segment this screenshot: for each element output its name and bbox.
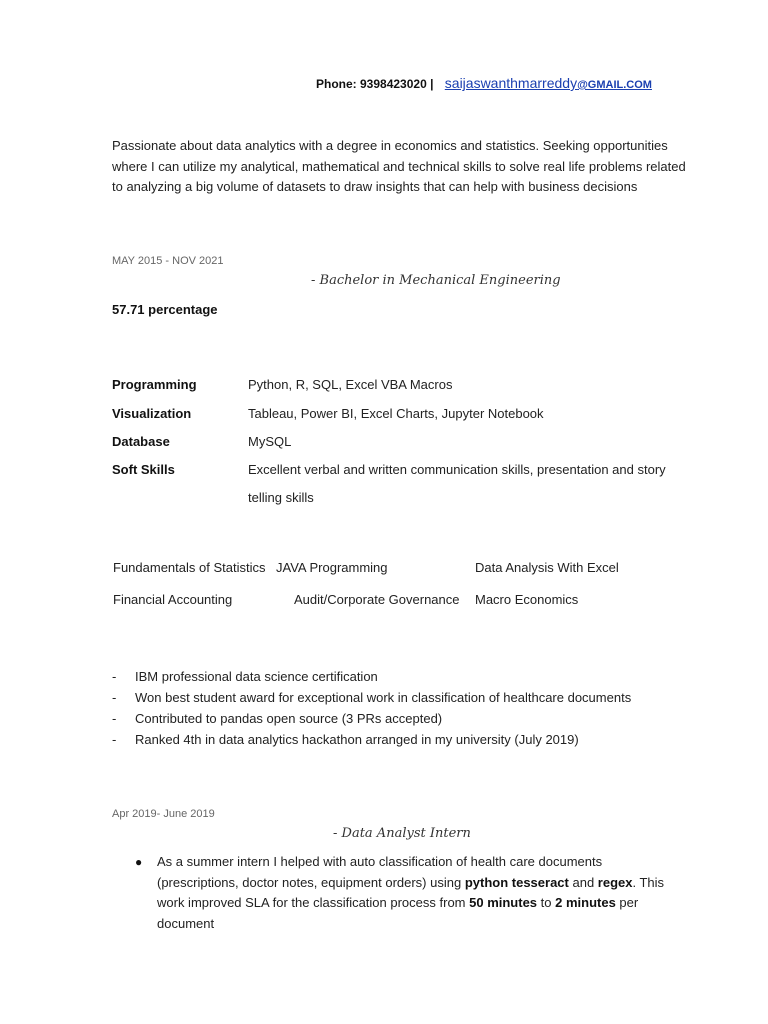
achievement-item (112, 690, 631, 705)
course-item: Data Analysis With Excel (475, 560, 619, 575)
email-user: saijaswanthmarreddy (444, 75, 578, 91)
education-dates: MAY 2015 - NOV 2021 (112, 255, 224, 267)
dash-bullet: - (112, 690, 117, 705)
experience-line: work improved SLA for the classification process from 50 minutes to 2 minutes per (157, 895, 639, 910)
achievement-text: Won best student award for exceptional work in classification of healthcare documents (135, 690, 632, 705)
skill-label-visualization: Visualization (112, 406, 192, 421)
experience-role: - Data Analyst Intern (333, 826, 471, 841)
email-link[interactable] (445, 75, 652, 91)
achievement-item (112, 711, 442, 726)
skill-label-soft-skills: Soft Skills (112, 462, 175, 477)
skill-value-programming: Python, R, SQL, Excel VBA Macros (248, 377, 453, 392)
skill-value-soft-skills-cont: telling skills (248, 490, 314, 505)
education-degree: - Bachelor in Mechanical Engineering (311, 273, 561, 288)
summary-paragraph (112, 136, 686, 198)
achievement-item (112, 669, 378, 684)
course-item: Macro Economics (475, 592, 579, 607)
experience-dates: Apr 2019- June 2019 (112, 808, 215, 820)
phone-text: Phone: 9398423020 | (316, 77, 434, 91)
summary-line: Passionate about data analytics with a degree in economics and statistics. Seeking opportunities (112, 138, 668, 153)
experience-line: As a summer intern I helped with auto classification of health care documents (157, 854, 603, 869)
bullet-icon: ● (135, 855, 143, 869)
summary-line: to analyzing a big volume of datasets to draw insights that can help with business decisions (112, 179, 638, 194)
skill-value-visualization: Tableau, Power BI, Excel Charts, Jupyter Notebook (248, 406, 544, 421)
skill-label-programming: Programming (112, 377, 197, 392)
achievement-item (112, 732, 579, 747)
achievement-text: Contributed to pandas open source (3 PRs accepted) (135, 711, 443, 726)
contact-line (316, 75, 652, 91)
course-item: Audit/Corporate Governance (294, 592, 460, 607)
dash-bullet: - (112, 669, 117, 684)
education-score: 57.71 percentage (112, 302, 218, 317)
achievement-text: Ranked 4th in data analytics hackathon arranged in my university (July 2019) (135, 732, 579, 747)
experience-line: (prescriptions, doctor notes, equipment orders) using python tesseract and regex. This (157, 874, 665, 890)
skill-label-database: Database (112, 434, 170, 449)
skill-value-database: MySQL (248, 434, 292, 449)
dash-bullet: - (112, 732, 117, 747)
course-item: Fundamentals of Statistics (113, 560, 266, 575)
course-item: Financial Accounting (113, 592, 233, 607)
course-item: JAVA Programming (276, 560, 388, 575)
skill-value-soft-skills: Excellent verbal and written communication skills, presentation and story (248, 462, 666, 477)
email-domain: @GMAIL.COM (577, 79, 652, 91)
summary-line: where I can utilize my analytical, mathematical and technical skills to solve real life problems related (112, 158, 686, 174)
dash-bullet: - (112, 711, 117, 726)
experience-bullet (157, 852, 665, 934)
achievement-text: IBM professional data science certification (135, 669, 378, 684)
experience-line: document (157, 915, 215, 931)
